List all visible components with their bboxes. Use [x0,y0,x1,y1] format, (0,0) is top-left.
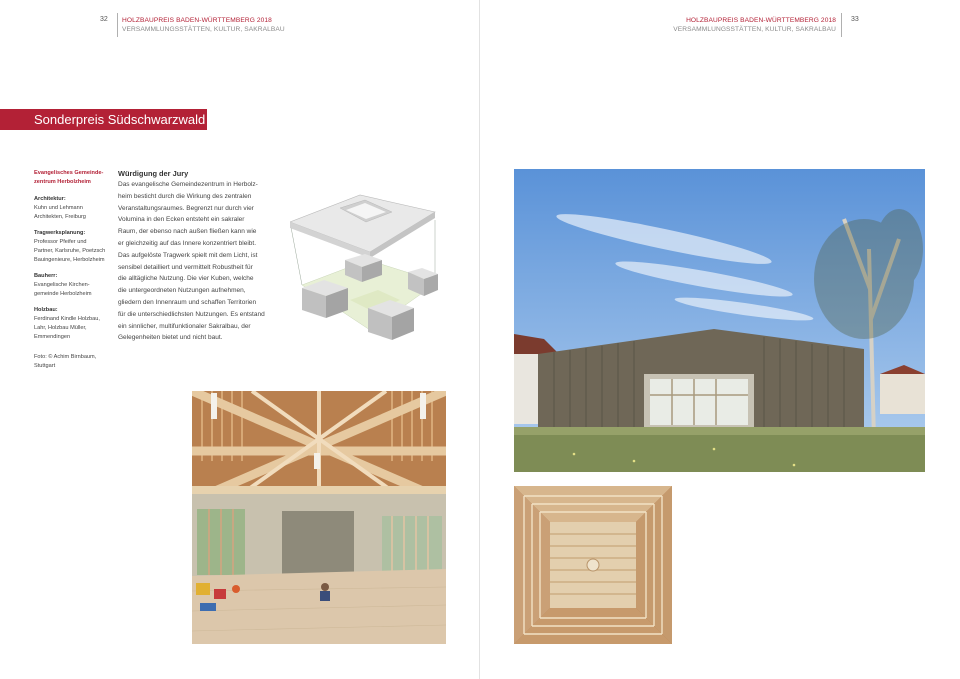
left-running-header [122,16,285,34]
credits-column [34,169,114,378]
skylight-photo [514,486,672,644]
credit-line: Evangelische Kirchen- [34,282,90,288]
axonometric-diagram [290,190,450,350]
right-running-header [673,16,836,34]
photo-credit-line2: Stuttgart [34,363,56,369]
credit-line: Architekten, Freiburg [34,214,86,220]
credit-line: Professor Pfeifer und [34,239,87,245]
jury-line: für die unterschiedlichsten Nutzungen. Es entstand [118,310,265,318]
credit-client [34,272,114,299]
jury-line: Gelegenheiten bietet und nicht baut. [118,334,223,342]
left-header-line1: HOLZBAUPREIS BADEN-WÜRTTEMBERG 2018 [122,17,272,24]
section-banner: Sonderpreis Südschwarzwald [0,109,207,130]
interior-photo [192,391,446,644]
left-header-rule [117,13,118,37]
jury-line: heim besticht durch die Wirkung des zentralen [118,192,252,200]
credit-line: Kuhn und Lehmann [34,205,83,211]
project-name [34,169,114,187]
jury-statement [118,169,286,344]
credit-label: Tragwerksplanung: [34,230,86,236]
exterior-photo [514,169,925,472]
credit-line: Bauingenieure, Herbolzheim [34,257,105,263]
project-name-line2: zentrum Herbolzheim [34,179,91,185]
left-header-line2: VERSAMMLUNGSSTÄTTEN, KULTUR, SAKRALBAU [122,26,285,33]
jury-line: Das aufgelöste Tragwerk spielt mit dem Licht, ist [118,251,258,259]
credit-architecture [34,195,114,222]
jury-line: er gleichzeitig auf das Innere konzentriert bleibt. [118,239,257,247]
credit-label: Holzbau: [34,307,58,313]
credit-line: gemeinde Herbolzheim [34,291,92,297]
photo-credit-line1: Foto: © Achim Birnbaum, [34,354,97,360]
left-page-number: 32 [100,16,108,23]
right-page-number: 33 [851,16,859,23]
photo-credit [34,353,114,371]
credit-line: Lahr, Holzbau Müller, [34,325,87,331]
credit-label: Architektur: [34,196,66,202]
jury-line: gliedern den Innenraum und schaffen Territorien [118,298,257,306]
credit-label: Bauherr: [34,273,58,279]
right-header-rule [841,13,842,37]
jury-heading: Würdigung der Jury [118,169,189,178]
credit-structural-planning [34,229,114,265]
jury-line: Raum, der ebenso nach außen fließen kann wie [118,228,257,236]
credit-line: Ferdinand Kindle Holzbau, [34,316,100,322]
jury-line: die untergeordneten Nutzungen aufnehmen, [118,287,246,295]
right-header-line1: HOLZBAUPREIS BADEN-WÜRTTEMBERG 2018 [686,17,836,24]
credit-line: Emmendingen [34,334,71,340]
jury-line: sensibel detailliert und vermittelt Robustheit für [118,263,253,271]
jury-line: Das evangelische Gemeindezentrum in Herbolz- [118,181,258,188]
page-gutter [479,0,480,679]
jury-line: Veranstaltungsraumes. Begrenzt nur durch vier [118,204,254,212]
credit-timber-construction [34,306,114,342]
right-header-line2: VERSAMMLUNGSSTÄTTEN, KULTUR, SAKRALBAU [673,26,836,33]
credit-line: Partner, Karlsruhe, Poetzsch [34,248,106,254]
project-name-line1: Evangelisches Gemeinde- [34,170,104,176]
jury-line: die alltägliche Nutzung. Die vier Kuben, welche [118,275,254,283]
jury-line: Volumina in den Ecken entsteht ein sakraler [118,216,245,224]
jury-line: ein sinnlicher, multifunktionaler Sakralbau, der [118,322,251,330]
